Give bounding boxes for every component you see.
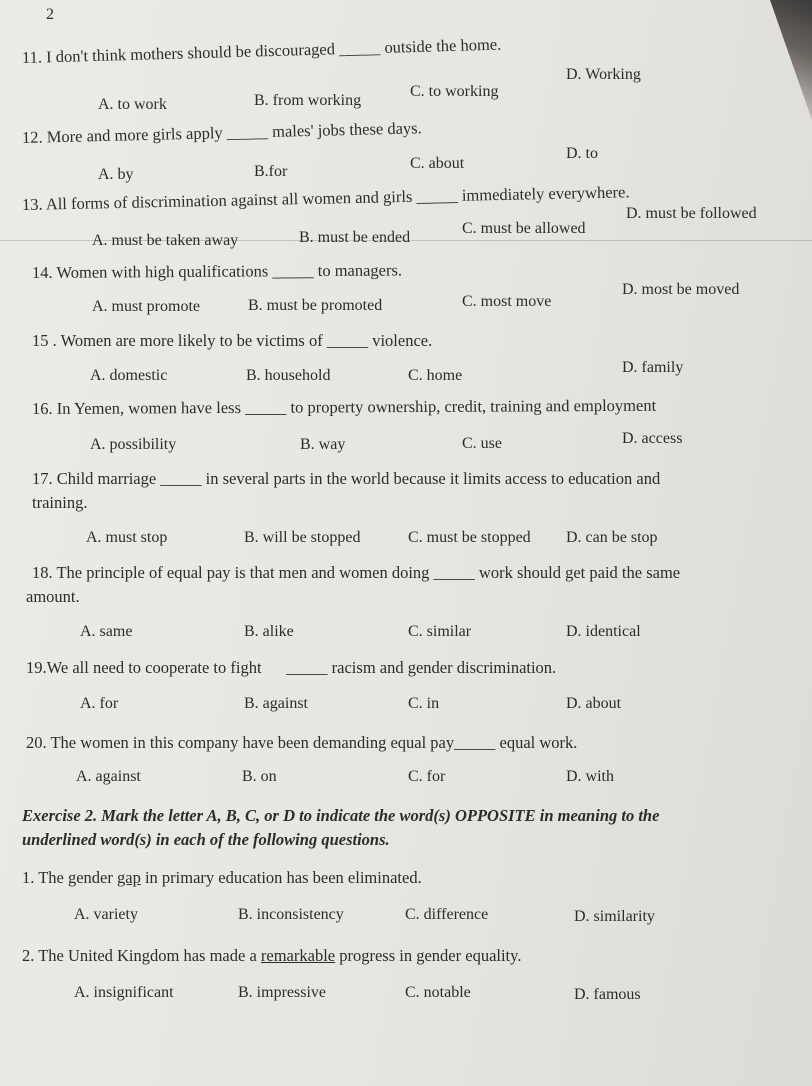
- q19-option-c: C. in: [408, 695, 440, 712]
- q12-option-b: B.for: [254, 163, 288, 180]
- q18-option-c: C. similar: [408, 623, 472, 640]
- question-17-text: 17. Child marriage _____ in several parts in the world because it limits access to education and: [32, 469, 661, 488]
- q15-option-a: A. domestic: [90, 367, 168, 384]
- q18-option-d: D. identical: [566, 623, 641, 640]
- q13-option-a: A. must be taken away: [92, 232, 239, 249]
- q19-option-d: D. about: [566, 695, 622, 712]
- q17-option-c: C. must be stopped: [408, 529, 531, 546]
- exercise-2-question-2: [22, 946, 521, 966]
- question-16-text: 16. In Yemen, women have less _____ to property ownership, credit, training and employment: [31, 395, 657, 418]
- question-20-text: 20. The women in this company have been demanding equal pay_____ equal work.: [26, 733, 578, 752]
- q13-option-b: B. must be ended: [299, 229, 411, 246]
- q19-option-a: A. for: [80, 695, 119, 712]
- q16-option-a: A. possibility: [90, 436, 177, 453]
- ex2-q1-underlined-word: gap: [117, 868, 141, 887]
- q16-option-d: D. access: [622, 430, 683, 447]
- q18-option-a: A. same: [80, 623, 133, 640]
- question-13-text: 13. All forms of discrimination against all women and girls _____ immediately everywhere.: [21, 182, 630, 214]
- ex2-q2-option-b: B. impressive: [238, 984, 326, 1001]
- q20-option-c: C. for: [408, 768, 446, 785]
- question-15-text: 15 . Women are more likely to be victims of _____ violence.: [32, 331, 433, 350]
- q20-option-a: A. against: [76, 768, 141, 785]
- ex2-q2-text-after: progress in gender equality.: [335, 946, 522, 965]
- question-18-text-continued: amount.: [26, 587, 80, 606]
- q15-option-d: D. family: [622, 359, 684, 376]
- ex2-q1-option-d: D. similarity: [574, 908, 655, 925]
- ex2-q2-option-c: C. notable: [405, 984, 471, 1001]
- ex2-q2-text-before: 2. The United Kingdom has made a: [22, 946, 261, 965]
- q11-option-c: C. to working: [410, 83, 499, 100]
- question-17-text-continued: training.: [32, 493, 88, 512]
- q12-option-c: C. about: [410, 155, 465, 172]
- q17-option-a: A. must stop: [86, 529, 168, 546]
- q11-option-d: D. Working: [566, 66, 641, 83]
- q14-option-a: A. must promote: [92, 298, 200, 315]
- q18-option-b: B. alike: [244, 623, 294, 640]
- q17-option-b: B. will be stopped: [244, 529, 361, 546]
- exercise-2-instruction: Exercise 2. Mark the letter A, B, C, or D to indicate the word(s) OPPOSITE in meaning to the: [22, 806, 660, 825]
- ex2-q1-text-before: 1. The gender: [22, 868, 117, 887]
- question-18-text: 18. The principle of equal pay is that men and women doing _____ work should get paid the same: [32, 563, 681, 582]
- exercise-2-question-1: [22, 868, 422, 888]
- question-12-text: 12. More and more girls apply _____ males' jobs these days.: [21, 118, 422, 147]
- question-19-text: 19.We all need to cooperate to fight _____ racism and gender discrimination.: [26, 658, 557, 677]
- q14-option-c: C. most move: [462, 293, 552, 310]
- q16-option-c: C. use: [462, 435, 502, 452]
- q14-option-d: D. most be moved: [622, 281, 740, 298]
- q17-option-d: D. can be stop: [566, 529, 658, 546]
- ex2-q1-text-after: in primary education has been eliminated.: [140, 868, 422, 887]
- ex2-q1-option-a: A. variety: [74, 906, 138, 923]
- ex2-q2-option-a: A. insignificant: [74, 984, 174, 1001]
- question-14-text: 14. Women with high qualifications _____ to managers.: [31, 260, 403, 282]
- page-number: 2: [46, 6, 54, 23]
- q11-option-b: B. from working: [254, 92, 362, 109]
- q20-option-b: B. on: [242, 768, 277, 785]
- ex2-q2-underlined-word: remarkable: [260, 946, 336, 965]
- q20-option-d: D. with: [566, 768, 614, 785]
- page-corner-shadow: [752, 0, 812, 120]
- q16-option-b: B. way: [300, 436, 346, 453]
- q11-option-a: A. to work: [98, 96, 167, 113]
- ex2-q1-option-b: B. inconsistency: [238, 906, 344, 923]
- q14-option-b: B. must be promoted: [248, 297, 383, 314]
- q13-option-c: C. must be allowed: [462, 220, 586, 237]
- q15-option-b: B. household: [246, 367, 331, 384]
- question-11-text: 11. I don't think mothers should be discouraged _____ outside the home.: [21, 34, 502, 67]
- q15-option-c: C. home: [408, 367, 463, 384]
- q12-option-d: D. to: [566, 145, 598, 162]
- ex2-q2-option-d: D. famous: [574, 986, 641, 1003]
- q12-option-a: A. by: [98, 166, 134, 183]
- exercise-2-instruction-continued: underlined word(s) in each of the following questions.: [22, 830, 390, 849]
- ex2-q1-option-c: C. difference: [405, 906, 489, 923]
- q13-option-d: D. must be followed: [626, 205, 757, 222]
- q19-option-b: B. against: [244, 695, 308, 712]
